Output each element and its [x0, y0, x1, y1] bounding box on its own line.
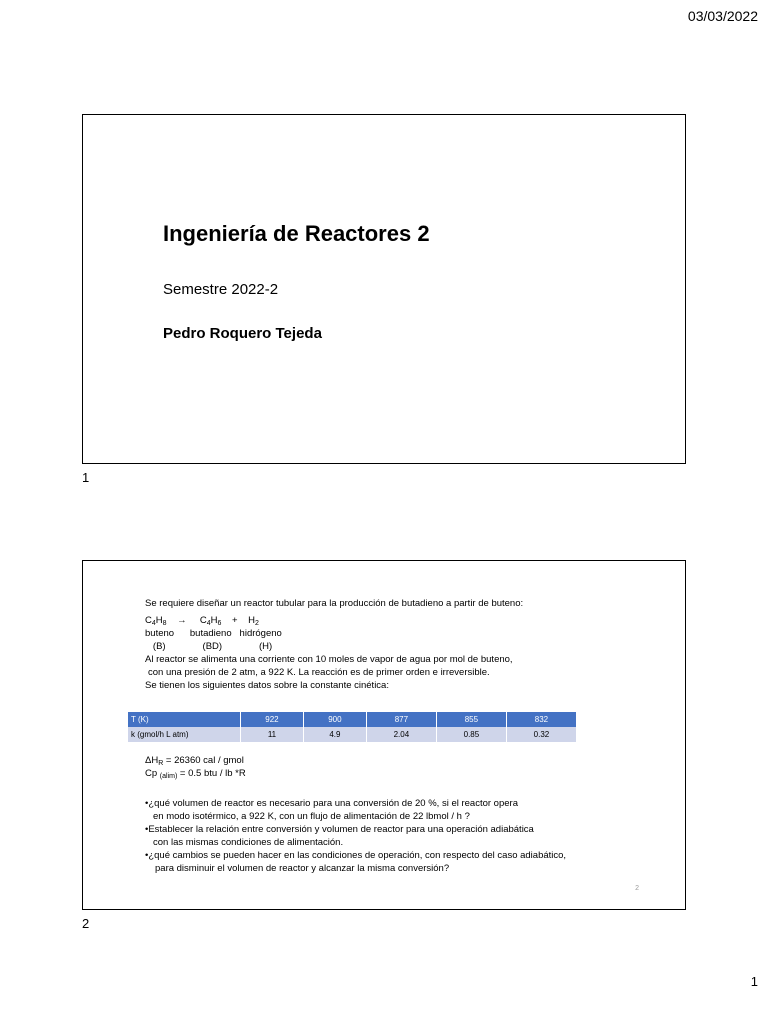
row-label: k (gmol/h L atm)	[128, 727, 240, 742]
table-cell: 0.85	[437, 727, 506, 742]
page-number: 1	[750, 974, 758, 989]
table-cell: 0.32	[507, 727, 576, 742]
intro-line: Se requiere diseñar un reactor tubular para la producción de butadieno a partir de buteno:	[145, 598, 524, 609]
author-name: Pedro Roquero Tejeda	[163, 325, 322, 342]
print-date: 03/03/2022	[687, 8, 758, 24]
table-row	[128, 727, 576, 742]
table-cell: 900	[304, 712, 366, 727]
slide-2	[82, 560, 686, 910]
table-cell: 877	[367, 712, 436, 727]
feed-line-1: Al reactor se alimenta una corriente con 10 moles de vapor de agua por mol de buteno,	[145, 654, 513, 665]
question-2-line-2: con las mismas condiciones de alimentación.	[153, 837, 344, 848]
table-cell: 2.04	[367, 727, 436, 742]
semester-text: Semestre 2022-2	[163, 281, 279, 298]
feed-line-2: con una presión de 2 atm, a 922 K. La reacción es de primer orden e irreversible.	[148, 667, 490, 678]
problem-text	[145, 597, 523, 692]
table-cell: 855	[437, 712, 506, 727]
inner-page-number: 2	[635, 885, 639, 892]
question-3-line-2: para disminuir el volumen de reactor y alcanzar la misma conversión?	[155, 863, 450, 874]
arrow-icon: →	[177, 615, 187, 626]
kinetic-data-table	[127, 712, 577, 742]
slide-number-2: 2	[82, 916, 90, 931]
properties	[145, 754, 246, 780]
table-cell: 832	[507, 712, 576, 727]
question-2-line-1: •Establecer la relación entre conversión y volumen de reactor para una operación adiabática	[145, 824, 534, 835]
slide-1	[82, 114, 686, 464]
table-cell: 11	[241, 727, 303, 742]
question-1-line-2: en modo isotérmico, a 922 K, con un flujo de alimentación de 22 lbmol / h ?	[153, 811, 470, 822]
reaction-equation: $C_4H_8$ → $C_4H_6$ + $H_2$	[145, 615, 259, 627]
heat-capacity-line: Cp $_{(alim)}$ = 0.5 btu / lb *R	[145, 768, 246, 780]
slide-number-1: 1	[82, 470, 90, 485]
data-intro-line: Se tienen los siguientes datos sobre la constante cinética:	[145, 680, 389, 691]
table-cell: 4.9	[304, 727, 366, 742]
table-cell: 922	[241, 712, 303, 727]
question-3-line-1: •¿qué cambios se pueden hacer en las condiciones de operación, con respecto del caso adiabático,	[145, 850, 567, 861]
slide-title: Ingeniería de Reactores 2	[163, 221, 430, 246]
questions	[145, 797, 566, 875]
row-label: T (K)	[128, 712, 240, 727]
table-row	[128, 712, 576, 727]
question-1-line-1: •¿qué volumen de reactor es necesario para una conversión de 20 %, si el reactor opera	[145, 798, 518, 809]
species-abbrev: (B) (BD) (H)	[145, 641, 273, 652]
species-names: buteno butadieno hidrógeno	[145, 628, 282, 639]
enthalpy-line: $\Delta H_R = 26360$ cal / gmol	[145, 755, 244, 767]
